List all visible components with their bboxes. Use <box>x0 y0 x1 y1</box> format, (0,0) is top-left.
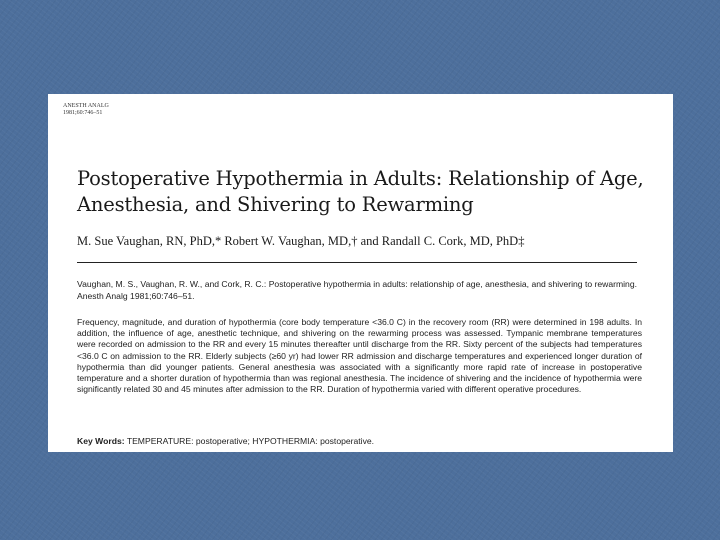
keywords-line <box>77 436 642 446</box>
citation-text: Vaughan, M. S., Vaughan, R. W., and Cork, R. C.: Postoperative hypothermia in adults: relationship of age, anesthesia, and shivering to rewarming. Anesth Analg 1981;60:746–51. <box>77 279 638 301</box>
journal-volume: 1981;60:746–51 <box>63 110 103 116</box>
paper-title: Postoperative Hypothermia in Adults: Relationship of Age, Anesthesia, and Shivering to Rewarming <box>77 167 644 216</box>
journal-reference <box>63 103 109 117</box>
divider-rule <box>77 262 637 263</box>
keywords-text: TEMPERATURE: postoperative; HYPOTHERMIA: postoperative. <box>126 436 375 446</box>
paper-scan <box>48 94 673 452</box>
journal-name: ANESTH ANALG <box>63 103 109 109</box>
paper-authors: M. Sue Vaughan, RN, PhD,* Robert W. Vaughan, MD,† and Randall C. Cork, MD, PhD‡ <box>77 234 525 248</box>
abstract-text: Frequency, magnitude, and duration of hypothermia (core body temperature <36.0 C) in the recovery room (RR) were determined in 198 adults. In addition, the influence of age, anesthetic technique, and shivering on the rewarming process was assessed. Tympanic membrane temperatures were recorded on admission to the RR and every 15 minutes thereafter until discharge from the RR. Sixty percent of the subjects had temperatures <36.0 C on admission to the RR. Elderly subjects (≥60 yr) had lower RR admission and discharge temperatures and experienced longer duration of hypothermia than did younger patients. General anesthesia was associated with a significantly more rapid rate of increase in postoperative temperature and a shorter duration of hypothermia than was regional anesthesia. The incidence of shivering and the incidence of hypothermia were significantly related 30 and 45 minutes after admission to the RR. Duration of hypothermia varied with different operative procedures. <box>77 317 642 395</box>
keywords-label: Key Words: <box>77 436 125 446</box>
